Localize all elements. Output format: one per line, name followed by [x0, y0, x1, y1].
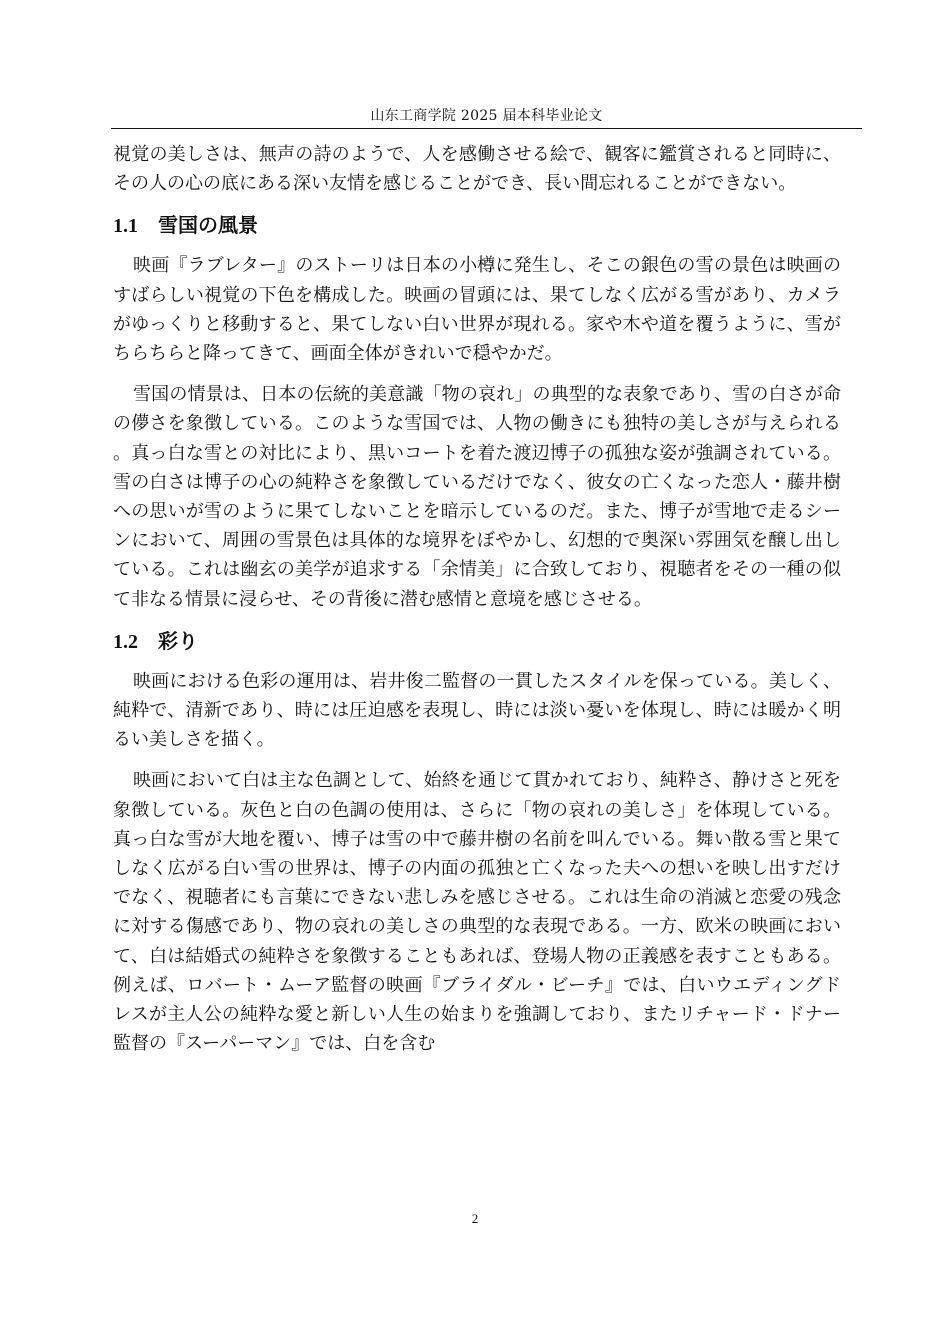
header-rule [111, 128, 862, 129]
section-1-1-paragraph-1: 映画『ラブレター』のストーリは日本の小樽に発生し、そこの銀色の雪の景色は映画のすばらしい視覚の下色を構成した。映画の冒頭には、果てしなく広がる雪があり、カメラがゆっくりと移動すると、果てしない白い世界が現れる。家や木や道を覆うように、雪がちらちらと降ってきて、画面全体がきれいで穏やかだ。 [113, 255, 841, 365]
section-1-1-paragraph-2: 雪国の情景は、日本の伝統的美意識「物の哀れ」の典型的な表象であり、雪の白さが命の儚さを象徴している。このような雪国では、人物の働きにも独特の美しさが与えられる。真っ白な雪との対比により、黒いコートを着た渡辺博子の孤独な姿が強調されている。雪の白さは博子の心の純粋さを象徴しているだけでなく、彼女の亡くなった恋人・藤井樹への思いが雪のように果てしないことを暗示しているのだ。また、博子が雪地で走るシーンにおいて、周囲の雪景色は具体的な境界をぼやかし、幻想的で奥深い雰囲気を醸し出している。これは幽玄の美学が追求する「余情美」に合致しており、視聴者をその一種の似て非なる情景に浸らせ、その背後に潜む感情と意境を感じさせる。 [113, 384, 841, 610]
page-number: 2 [471, 1211, 479, 1226]
section-number: 1.1 [113, 215, 138, 238]
page-content [113, 140, 841, 1058]
section-title: 彩り [157, 628, 198, 653]
section-heading-1-2 [113, 626, 841, 657]
section-number: 1.2 [113, 630, 138, 653]
section-heading-1-1 [113, 210, 841, 241]
section-title: 雪国の風景 [157, 213, 258, 238]
section-1-2-paragraph-1: 映画における色彩の運用は、岩井俊二監督の一貫したスタイルを保っている。美しく、純粋で、清新であり、時には圧迫感を表現し、時には淡い憂いを体現し、時には暖かく明るい美しさを描く。 [113, 670, 841, 751]
running-header: 山东工商学院 2025 届本科毕业论文 [370, 108, 603, 124]
section-1-2-paragraph-2: 映画において白は主な色調として、始終を通じて貫かれており、純粋さ、静けさと死を象徴している。灰色と白の色調の使用は、さらに「物の哀れの美しさ」を体現している。真っ白な雪が大地を覆い、博子は雪の中で藤井樹の名前を叫んでいる。舞い散る雪と果てしなく広がる白い雪の世界は、博子の内面の孤独と亡くなった夫への想いを映し出すだけでなく、視聴者にも言葉にできない悲しみを感じさせる。これは生命の消滅と恋愛の残念に対する傷感であり、物の哀れの美しさの典型的な表現である。一方、欧米の映画において、白は結婚式の純粋さを象徴することもあれば、登場人物の正義感を表すこともある。例えば、ロバート・ムーア監督の映画『ブライダル・ビーチ』では、白いウエディングドレスが主人公の純粋な愛と新しい人生の始まりを強調しており、またリチャード・ドナー監督の『スーパーマン』では、白を含む [113, 770, 841, 1055]
intro-paragraph: 視覚の美しさは、無声の詩のようで、人を感働させる絵で、観客に鑑賞されると同時に、その人の心の底にある深い友情を感じることができ、長い間忘れることができない。 [113, 144, 841, 195]
